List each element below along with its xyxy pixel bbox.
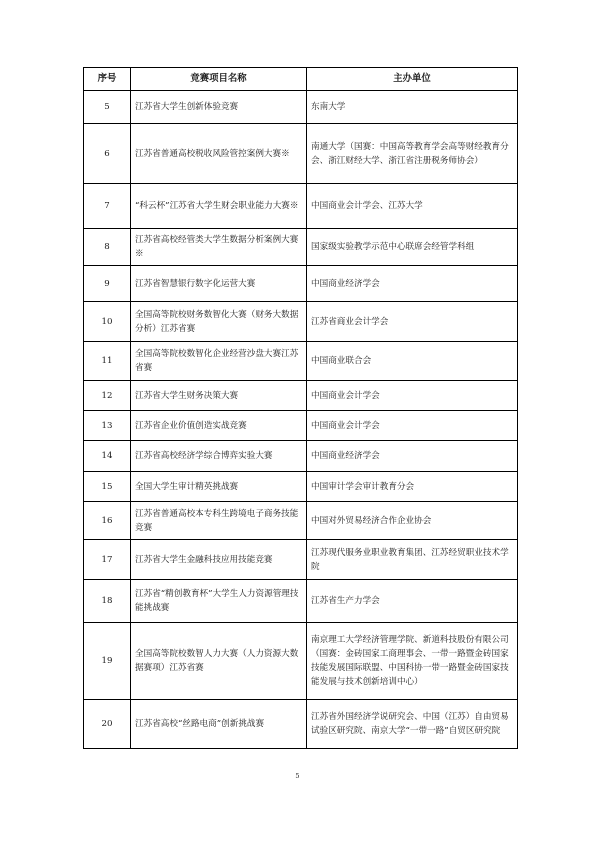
competition-name: 江苏省大学生财务决策大赛 (131, 381, 307, 411)
competition-name: 江苏省高校经济学综合博弈实验大赛 (131, 441, 307, 472)
table-row (84, 540, 518, 580)
row-number: 5 (84, 91, 131, 124)
competition-name: 全国高等院校数智化企业经营沙盘大赛江苏省赛 (131, 342, 307, 381)
table-row (84, 124, 518, 184)
organizer: 东南大学 (307, 91, 518, 124)
organizer: 中国对外贸易经济合作企业协会 (307, 502, 518, 540)
table-row (84, 184, 518, 229)
row-number: 6 (84, 124, 131, 184)
row-number: 9 (84, 266, 131, 302)
header-competition-name: 竞赛项目名称 (131, 68, 307, 91)
competition-name: 江苏省普通高校税收风险管控案例大赛※ (131, 124, 307, 184)
header-organizer: 主办单位 (307, 68, 518, 91)
row-number: 17 (84, 540, 131, 580)
competition-name: 江苏省普通高校本专科生跨境电子商务技能竞赛 (131, 502, 307, 540)
table-row (84, 381, 518, 411)
organizer: 江苏现代服务业职业教育集团、江苏经贸职业技术学院 (307, 540, 518, 580)
table-header-row (84, 68, 518, 91)
competition-name: 江苏省“精创教育杯”大学生人力资源管理技能挑战赛 (131, 580, 307, 623)
table-row (84, 441, 518, 472)
organizer: 中国商业经济学会 (307, 441, 518, 472)
competition-name: “科云杯”江苏省大学生财会职业能力大赛※ (131, 184, 307, 229)
row-number: 19 (84, 623, 131, 700)
row-number: 20 (84, 700, 131, 749)
table-row (84, 623, 518, 700)
organizer: 中国商业会计学会 (307, 381, 518, 411)
header-serial-number: 序号 (84, 68, 131, 91)
competition-name: 江苏省高校“丝路电商”创新挑战赛 (131, 700, 307, 749)
row-number: 7 (84, 184, 131, 229)
organizer: 中国商业会计学会 (307, 411, 518, 441)
competition-name: 全国大学生审计精英挑战赛 (131, 472, 307, 502)
table-row (84, 472, 518, 502)
row-number: 10 (84, 302, 131, 342)
table-row (84, 229, 518, 266)
row-number: 14 (84, 441, 131, 472)
table-row (84, 302, 518, 342)
table-row (84, 411, 518, 441)
organizer: 中国商业会计学会、江苏大学 (307, 184, 518, 229)
competition-name: 全国高等院校数智人力大赛（人力资源大数据赛项）江苏省赛 (131, 623, 307, 700)
row-number: 18 (84, 580, 131, 623)
table-row (84, 342, 518, 381)
organizer: 南通大学（国赛：中国高等教育学会高等财经教育分会、浙江财经大学、浙江省注册税务师协会） (307, 124, 518, 184)
table-row (84, 580, 518, 623)
table-row (84, 91, 518, 124)
competition-name: 江苏省智慧银行数字化运营大赛 (131, 266, 307, 302)
organizer: 江苏省商业会计学会 (307, 302, 518, 342)
competition-name: 江苏省企业价值创造实战竞赛 (131, 411, 307, 441)
row-number: 8 (84, 229, 131, 266)
organizer: 中国审计学会审计教育分会 (307, 472, 518, 502)
organizer: 中国商业联合会 (307, 342, 518, 381)
competition-table (83, 67, 518, 749)
competition-name: 江苏省高校经管类大学生数据分析案例大赛※ (131, 229, 307, 266)
table-row (84, 266, 518, 302)
row-number: 11 (84, 342, 131, 381)
organizer: 江苏省生产力学会 (307, 580, 518, 623)
competition-name: 江苏省大学生金融科技应用技能竞赛 (131, 540, 307, 580)
table-row (84, 502, 518, 540)
row-number: 15 (84, 472, 131, 502)
organizer: 江苏省外国经济学说研究会、中国（江苏）自由贸易试验区研究院、南京大学“一带一路”自贸区研究院 (307, 700, 518, 749)
page-number: 5 (295, 772, 300, 780)
row-number: 12 (84, 381, 131, 411)
competition-name: 全国高等院校财务数智化大赛（财务大数据分析）江苏省赛 (131, 302, 307, 342)
row-number: 16 (84, 502, 131, 540)
row-number: 13 (84, 411, 131, 441)
organizer: 南京理工大学经济管理学院、新道科技股份有限公司（国赛：金砖国家工商理事会、一带一路暨金砖国家技能发展国际联盟、中国科协一带一路暨金砖国家技能发展与技术创新培训中心） (307, 623, 518, 700)
organizer: 国家级实验教学示范中心联席会经管学科组 (307, 229, 518, 266)
table-row (84, 700, 518, 749)
competition-name: 江苏省大学生创新体验竞赛 (131, 91, 307, 124)
organizer: 中国商业经济学会 (307, 266, 518, 302)
